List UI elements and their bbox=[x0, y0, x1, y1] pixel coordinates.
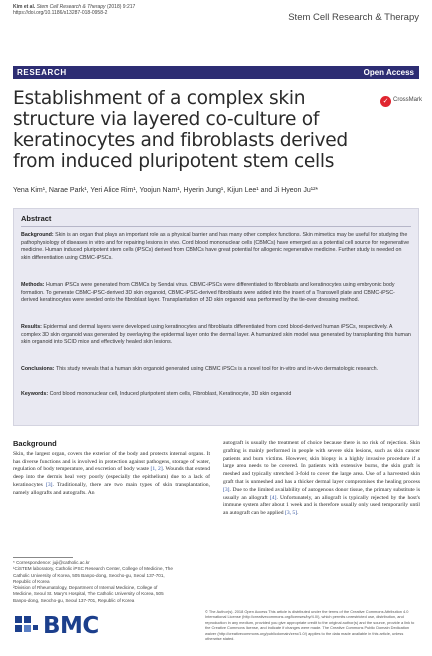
citation-link[interactable]: [1, 2] bbox=[150, 466, 163, 473]
abstract-keywords bbox=[21, 391, 411, 399]
background-heading: Background bbox=[13, 439, 57, 448]
citation-authors: Kim et al. bbox=[13, 4, 36, 10]
body-text: . bbox=[297, 510, 299, 517]
article-type-banner bbox=[13, 66, 419, 79]
body-column-right bbox=[223, 440, 420, 518]
crossmark-label: CrossMark bbox=[393, 97, 423, 103]
license-text: © The Author(s). 2018 Open Access This article is distributed under the terms of the Creative Commons Attribution 4.0 International License (http://creativecommons.org/licenses/by/4.0/), which permits unrestricted use, distribution, and reproduction in any medium, provided you give appropriate credit to the original author(s) and the source, provide a link to the Creative Commons license, and indicate if changes were made. The Creative Commons Public Domain Dedication waiver (http://creativecommons.org/publicdomain/zero/1.0/) applies to the data made available in this article, unless otherwise stated. bbox=[205, 609, 415, 642]
journal-name: Stem Cell Research & Therapy bbox=[288, 12, 419, 23]
affiliation-line: Catholic University of Korea, 505 Banpo-dong, Seocho-gu, Seoul 137-701, bbox=[13, 572, 165, 578]
body-text: Skin, the largest organ, covers the exterior of the body and protects internal organs. It has diverse functions and is involved in protection against pathogens, storage of water, regulation of body temperature, and excretion of body waste bbox=[13, 450, 210, 473]
keywords-text: Cord blood mononuclear cell, Induced pluripotent stem cells, Fibroblast, Keratinocyte, 3D skin organoid bbox=[49, 391, 292, 397]
abstract-box bbox=[13, 208, 419, 426]
affiliation-line: ²Division of Rheumatology, Department of Internal Medicine, College of bbox=[13, 585, 158, 591]
citation-link[interactable]: [3, 5] bbox=[284, 510, 298, 517]
abstract-background-text: Skin is an organ that plays an important role as a physical barrier and has many other complex functions. Skin mimetics may be useful for studying the pathophysiology of diseases in vitro and for repairing lesions in vivo. Cord blood mononuclear cells (CBMCs) have emerged as a potential cell source for regenerative medicine. Human induced pluripotent stem cells (iPSCs) derived from CBMCs have great potential for allogenic regenerative medicine. Further study is needed on skin differentiation using CBMC-iPSCs. bbox=[21, 232, 410, 261]
citation-link[interactable]: [3] bbox=[45, 481, 53, 488]
abstract-conclusions-text: This study reveals that a human skin organoid generated using CBMC iPSCs is a novel tool for in-vitro and in-vivo dermatologic research. bbox=[55, 366, 379, 372]
running-head-citation bbox=[13, 4, 135, 16]
abstract-heading: Abstract bbox=[21, 214, 52, 223]
body-text: . Wounds that extend deep into the dermis heal very poorly (especially the epithelium) due to a lack of keratinocytes bbox=[13, 466, 210, 488]
keywords-label: Keywords: bbox=[21, 391, 49, 397]
crossmark-icon: ✓ bbox=[380, 96, 391, 107]
article-title: Establishment of a complex skin structure via layered co-culture of keratinocytes and fibroblasts derived from induced pluripotent stem cells bbox=[13, 88, 348, 172]
abstract-methods bbox=[21, 282, 411, 305]
abstract-background-label: Background: bbox=[21, 232, 54, 238]
body-paragraph bbox=[13, 451, 210, 498]
abstract-background bbox=[21, 232, 411, 262]
abstract-methods-label: Methods: bbox=[21, 282, 45, 288]
bmc-mark-icon bbox=[13, 614, 43, 638]
abstract-results bbox=[21, 324, 411, 347]
affiliation-line: Banpo-dong, Seocho-gu, Seoul 137-701, Republic of Korea bbox=[13, 597, 135, 603]
citation-link[interactable]: [4] bbox=[269, 494, 277, 501]
abstract-results-label: Results: bbox=[21, 324, 42, 330]
correspondence-note[interactable]: * Correspondence: juji@catholic.ac.kr bbox=[13, 560, 90, 565]
abstract-conclusions bbox=[21, 366, 411, 374]
doi-link[interactable]: https://doi.org/10.1186/s13287-018-0958-2 bbox=[13, 10, 108, 16]
body-text: . Traditionally, there are two main types of skin transplantation, namely allografts and autografts. An bbox=[13, 481, 210, 496]
footnotes bbox=[13, 560, 210, 604]
citation-volume: (2018) 9:217 bbox=[106, 4, 136, 10]
bmc-logo bbox=[13, 612, 99, 640]
open-access-label: Open Access bbox=[363, 68, 414, 77]
abstract-results-text: Epidermal and dermal layers were developed using keratinocytes and fibroblasts differentiated from cord blood-derived human iPSCs, respectively. A complex 3D skin organoid was generated by overlaying the epidermal layer onto the dermal layer. A humanized skin model was generated by transplanting this human skin organoid into SCID mice and effectively healed skin lesions. bbox=[21, 324, 411, 346]
abstract-methods-text: Human iPSCs were generated from CBMCs by Sendai virus. CBMC-iPSCs were differentiated to fibroblasts and keratinocytes using embryonic body formation. To generate CBMC-iPSC-derived 3D skin organoid, CBMC-iPSC-derived fibroblasts were added into the insert of a Transwell plate and CBMC-iPSC-derived keratinocytes were seeded onto the fibroblast layer. Transplantation of 3D skin organoid was performed by the tie-over dressing method. bbox=[21, 282, 395, 304]
author-list: Yena Kim¹, Narae Park¹, Yeri Alice Rim¹, Yoojun Nam¹, Hyerin Jung¹, Kijun Lee¹ and Ji Hyeon Ju¹²* bbox=[13, 187, 319, 194]
abstract-conclusions-label: Conclusions: bbox=[21, 366, 55, 372]
citation-link[interactable]: [3] bbox=[223, 486, 230, 493]
body-paragraph bbox=[223, 440, 420, 518]
footnote-divider bbox=[13, 557, 73, 558]
body-text: autograft is usually the treatment of choice because there is no risk of rejection. Skin grafting is mainly performed in people with severe skin lesions, such as skin cancer patients and burn victims. However, skin biopsy is a highly invasive procedure if a large area needs to be covered. In patients with extensive burns, the skin graft is meshed and typically stretched 3-fold to cover the large area. Use of a harvested skin graft that is unmeshed and has a thicker dermal layer compromises the healing process bbox=[223, 440, 420, 485]
publisher-name: BMC bbox=[43, 613, 99, 639]
body-text: . Due to the limited availability of autogenous donor tissue, the primary substitute is usually an allograft bbox=[223, 486, 420, 501]
abstract-divider bbox=[21, 226, 411, 227]
crossmark-button[interactable] bbox=[380, 94, 423, 116]
affiliation-line: Republic of Korea bbox=[13, 578, 50, 584]
affiliation-line: Medicine, Seoul St. Mary's Hospital, The Catholic University of Korea, 505 bbox=[13, 591, 164, 597]
body-text: . Unfortunately, an allograft is typically rejected by the host's immune system after about 1 week and is therefore usually only used temporarily until an autograft can be applied bbox=[223, 494, 420, 517]
article-type-label: RESEARCH bbox=[17, 68, 67, 77]
body-column-left bbox=[13, 440, 210, 498]
citation-journal: Stem Cell Research & Therapy bbox=[36, 4, 106, 10]
affiliation-line: ¹CiSTEM laboratory, Catholic iPSC Research Center, College of Medicine, The bbox=[13, 566, 173, 572]
